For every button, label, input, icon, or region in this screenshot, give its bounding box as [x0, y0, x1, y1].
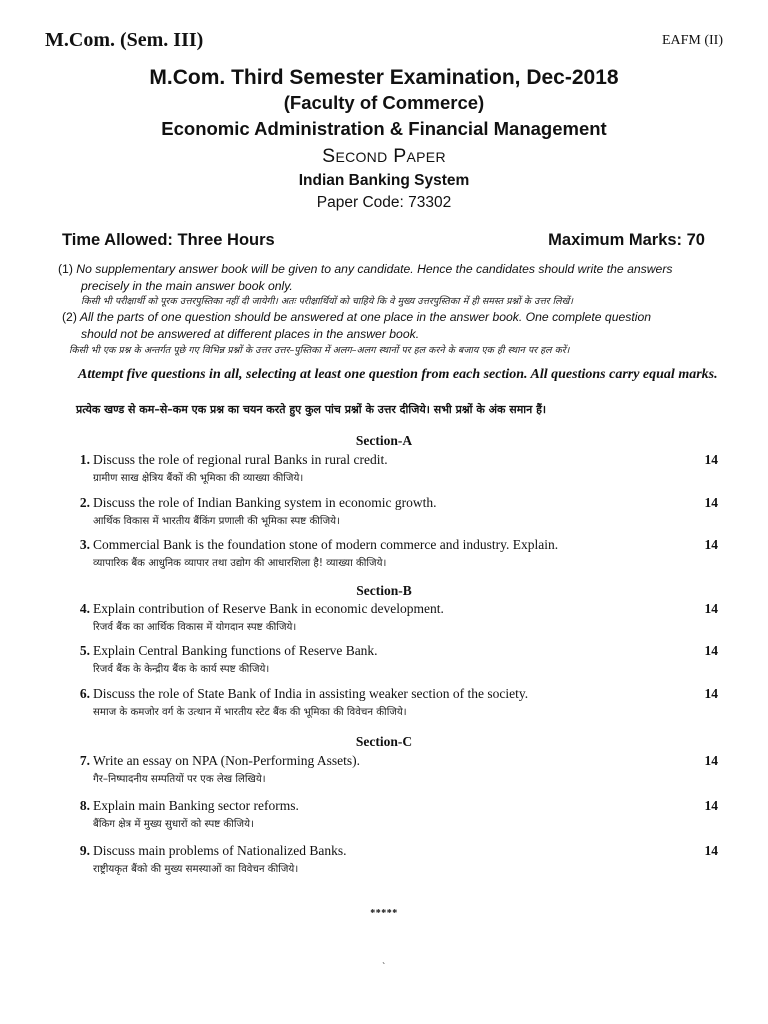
maximum-marks: Maximum Marks: 70: [548, 231, 705, 249]
question-number: 6.: [79, 686, 90, 701]
question-text-hindi: बैंकिग क्षेत्र में मुख्य सुधारों को स्पष्ट कीजिये।: [93, 819, 254, 830]
instruction-text: All the parts of one question should be answered at one place in the answer book. One complete question: [79, 310, 651, 324]
section-b-title: Section-B: [356, 583, 412, 598]
paper-tag: EAFM (II): [661, 33, 723, 48]
exam-title: M.Com. Third Semester Examination, Dec-2018: [149, 66, 619, 89]
question-number: 4.: [79, 601, 90, 616]
section-a-title: Section-A: [355, 433, 413, 448]
question-marks: 14: [704, 686, 718, 701]
question-number: 7.: [79, 753, 90, 768]
question-marks: 14: [704, 643, 718, 658]
instruction-2: [62, 309, 732, 325]
question-marks: 14: [704, 452, 718, 467]
question-text-hindi: समाज के कमजोर वर्ग के उत्थान में भारतीय स्टेट बैंक की भूमिका की विवेचन कीजिये।: [93, 707, 407, 718]
question-text: Explain contribution of Reserve Bank in economic development.: [93, 601, 444, 616]
question-text: Discuss the role of Indian Banking system in economic growth.: [93, 495, 437, 510]
question-marks: 14: [704, 537, 718, 552]
question-marks: 14: [704, 601, 718, 616]
attempt-instruction: Attempt five questions in all, selecting at least one question from each section. All questions carry equal marks.: [78, 367, 718, 382]
question-text: Commercial Bank is the foundation stone of modern commerce and industry. Explain.: [93, 537, 559, 552]
paper-number: Second Paper: [322, 145, 446, 167]
paper-name: Indian Banking System: [298, 172, 470, 189]
question-marks: 14: [704, 495, 718, 510]
question-number: 8.: [79, 798, 90, 813]
question-text: Explain Central Banking functions of Reserve Bank.: [93, 643, 378, 658]
question-text-hindi: ग्रामीण साख क्षेत्रिय बैंकों की भूमिका की व्याख्या कीजिये।: [93, 473, 304, 484]
question-number: 1.: [79, 452, 90, 467]
question-text: Discuss the role of State Bank of India in assisting weaker section of the society.: [93, 686, 529, 701]
question-text-hindi: रिजर्व बैंक का आर्थिक विकास में योगदान स्पष्ट कीजिये।: [93, 622, 297, 633]
faculty-title: (Faculty of Commerce): [283, 92, 485, 113]
paper-code: Paper Code: 73302: [316, 194, 452, 211]
time-allowed: Time Allowed: Three Hours: [62, 231, 275, 249]
question-number: 9.: [79, 843, 90, 858]
instruction-number: (1): [58, 262, 73, 276]
question-marks: 14: [704, 843, 718, 858]
instruction-1-hindi: किसी भी परीक्षार्थी को पूरक उत्तरपुस्तिका नहीं दी जायेगी। अतः परीक्षार्थियों को चाहिये कि वे मुख्य उत्तरपुस्तिका में ही समस्त प्रश्नों के उत्तर लिखें।: [81, 296, 573, 307]
question-text-hindi: राष्ट्रीयकृत बैंको की मुख्य समस्याओं का विवेचन कीजिये।: [93, 864, 299, 875]
instruction-number: (2): [62, 310, 77, 324]
question-number: 3.: [79, 537, 90, 552]
question-text: Write an essay on NPA (Non-Performing Assets).: [93, 753, 361, 768]
course-header: M.Com. (Sem. III): [45, 29, 204, 51]
question-number: 2.: [79, 495, 90, 510]
question-text-hindi: रिजर्व बैंक के केन्द्रीय बैंक के कार्य स्पष्ट कीजिये।: [93, 664, 270, 675]
question-text: Discuss main problems of Nationalized Banks.: [93, 843, 347, 858]
attempt-instruction-hindi: प्रत्येक खण्ड से कम–से–कम एक प्रश्न का चयन करते हुए कुल पांच प्रश्नों के उत्तर दीजिये। सभी प्रश्नों के अंक समान हैं।: [76, 403, 547, 416]
question-text: Explain main Banking sector reforms.: [93, 798, 299, 813]
section-c-title: Section-C: [355, 734, 413, 749]
instruction-text: No supplementary answer book will be given to any candidate. Hence the candidates should write the answers: [76, 262, 673, 276]
end-of-paper-stars: *****: [370, 908, 398, 919]
instruction-1: [58, 261, 728, 277]
question-marks: 14: [704, 798, 718, 813]
question-text: Discuss the role of regional rural Banks in rural credit.: [93, 452, 388, 467]
instruction-2-cont: should not be answered at different places in the answer book.: [81, 327, 420, 341]
question-number: 5.: [79, 643, 90, 658]
question-text-hindi: गैर–निष्पादनीय सम्पतियों पर एक लेख लिखिये।: [93, 774, 266, 785]
subject-title: Economic Administration & Financial Management: [161, 118, 607, 139]
instruction-1-cont: precisely in the main answer book only.: [81, 279, 293, 293]
question-text-hindi: व्यापारिक बैंक आधुनिक व्यापार तथा उद्योग की आधारशिला है! व्याख्या कीजिये।: [93, 558, 387, 569]
stray-mark: `: [382, 962, 386, 973]
instruction-2-hindi: किसी भी एक प्रश्न के अन्तर्गत पूछे गए विभिन्न प्रश्नों के उत्तर उत्तर–पुस्तिका में अलग–अलग स्थानों पर हल करने के बजाय एक ही स्थान पर हल करें।: [69, 345, 570, 356]
question-marks: 14: [704, 753, 718, 768]
question-text-hindi: आर्थिक विकास में भारतीय बैंकिंग प्रणाली की भूमिका स्पष्ट कीजिये।: [93, 516, 340, 527]
